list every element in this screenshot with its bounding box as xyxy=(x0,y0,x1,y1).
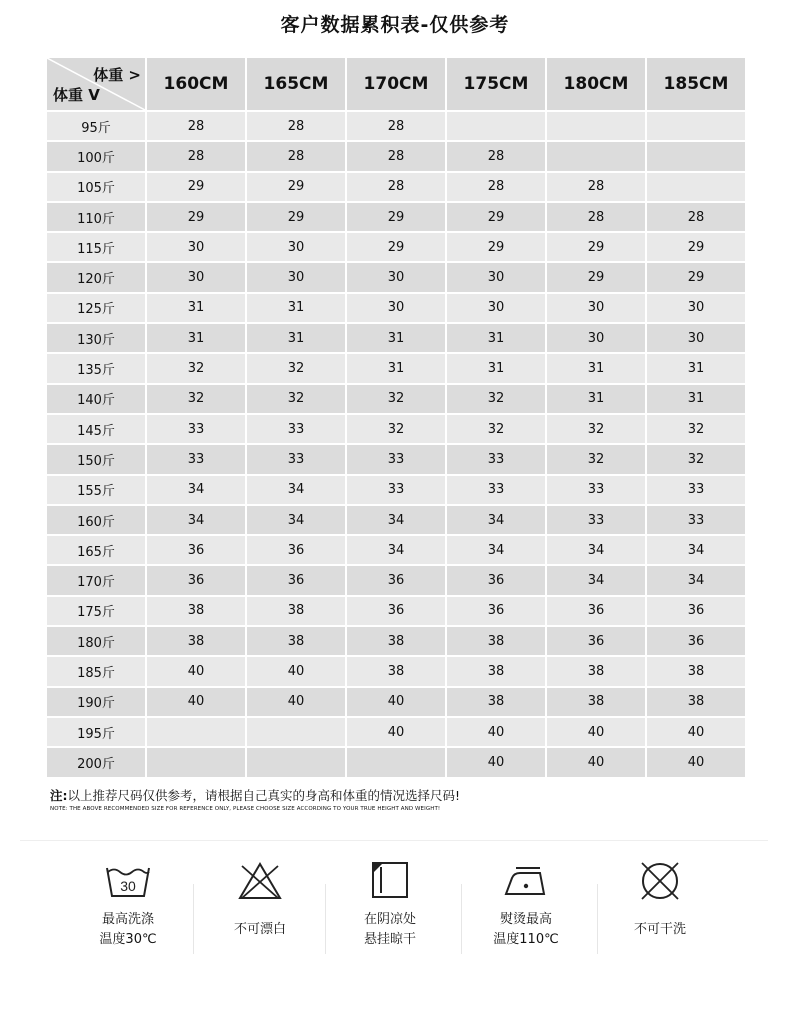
size-cell: 34 xyxy=(247,476,345,504)
weight-label: 115斤 xyxy=(47,233,145,261)
size-cell: 40 xyxy=(647,748,745,776)
weight-label: 170斤 xyxy=(47,566,145,594)
size-cell: 33 xyxy=(147,415,245,443)
size-cell: 30 xyxy=(247,263,345,291)
size-cell: 33 xyxy=(347,476,445,504)
size-cell xyxy=(647,112,745,140)
size-table xyxy=(45,56,747,779)
care-label: 最高洗涤 温度30℃ xyxy=(99,912,157,947)
size-cell: 40 xyxy=(147,657,245,685)
table-row xyxy=(47,354,745,382)
size-cell: 30 xyxy=(147,233,245,261)
care-item-wash xyxy=(63,860,193,950)
table-row xyxy=(47,263,745,291)
size-cell: 40 xyxy=(447,748,545,776)
weight-label: 150斤 xyxy=(47,445,145,473)
line-dry-shade-icon xyxy=(366,860,414,902)
size-cell: 28 xyxy=(247,142,345,170)
care-item-dry xyxy=(325,860,455,950)
size-cell: 29 xyxy=(347,203,445,231)
size-cell: 32 xyxy=(347,415,445,443)
table-row xyxy=(47,566,745,594)
size-cell: 40 xyxy=(247,688,345,716)
note-text: 以上推荐尺码仅供参考，请根据自己真实的身高和体重的情况选择尺码! xyxy=(67,788,461,803)
page-title: 客户数据累积表-仅供参考 xyxy=(280,14,510,36)
size-cell xyxy=(247,748,345,776)
size-cell: 29 xyxy=(447,233,545,261)
size-cell: 29 xyxy=(147,173,245,201)
height-header: 185CM xyxy=(647,58,745,110)
size-cell: 32 xyxy=(647,445,745,473)
size-cell: 40 xyxy=(447,718,545,746)
size-cell: 33 xyxy=(447,445,545,473)
size-cell: 36 xyxy=(547,627,645,655)
size-cell xyxy=(647,173,745,201)
size-cell: 32 xyxy=(447,415,545,443)
size-cell: 38 xyxy=(647,688,745,716)
size-cell: 33 xyxy=(647,476,745,504)
size-cell: 28 xyxy=(447,142,545,170)
height-header: 170CM xyxy=(347,58,445,110)
weight-label: 145斤 xyxy=(47,415,145,443)
size-cell: 36 xyxy=(347,597,445,625)
table-row xyxy=(47,688,745,716)
care-separator xyxy=(193,884,194,954)
table-row xyxy=(47,233,745,261)
size-cell: 40 xyxy=(547,718,645,746)
weight-label: 100斤 xyxy=(47,142,145,170)
size-cell: 28 xyxy=(447,173,545,201)
size-cell: 34 xyxy=(247,506,345,534)
iron-icon xyxy=(502,860,550,902)
size-cell: 30 xyxy=(647,324,745,352)
size-cell: 33 xyxy=(247,445,345,473)
size-cell: 36 xyxy=(247,536,345,564)
weight-label: 160斤 xyxy=(47,506,145,534)
size-cell: 40 xyxy=(647,718,745,746)
corner-bottom-label: 体重 V xyxy=(53,86,100,104)
size-cell: 32 xyxy=(147,385,245,413)
size-cell: 40 xyxy=(347,718,445,746)
size-cell: 29 xyxy=(647,233,745,261)
size-cell: 30 xyxy=(547,294,645,322)
size-cell: 30 xyxy=(347,294,445,322)
size-cell: 29 xyxy=(547,263,645,291)
size-cell: 36 xyxy=(147,566,245,594)
size-cell: 38 xyxy=(647,657,745,685)
size-cell: 34 xyxy=(147,476,245,504)
no-dry-clean-icon xyxy=(636,860,684,902)
size-cell: 33 xyxy=(547,506,645,534)
header-row xyxy=(47,58,745,110)
care-item-bleach xyxy=(195,860,325,940)
size-cell: 28 xyxy=(147,142,245,170)
wash-30-icon xyxy=(104,860,152,902)
weight-label: 140斤 xyxy=(47,385,145,413)
weight-label: 185斤 xyxy=(47,657,145,685)
size-cell: 28 xyxy=(347,112,445,140)
weight-label: 105斤 xyxy=(47,173,145,201)
size-cell: 33 xyxy=(547,476,645,504)
table-row xyxy=(47,142,745,170)
size-cell: 33 xyxy=(447,476,545,504)
care-label: 熨烫最高 温度110℃ xyxy=(493,912,559,947)
care-label: 不可干洗 xyxy=(633,922,686,937)
size-cell: 33 xyxy=(647,506,745,534)
height-header: 175CM xyxy=(447,58,545,110)
size-cell xyxy=(247,718,345,746)
size-cell: 31 xyxy=(647,385,745,413)
size-note-english: NOTE: THE ABOVE RECOMMENDED SIZE FOR REFERENCE ONLY, PLEASE CHOOSE SIZE ACCORDING TO YOUR TRUE HEIGHT AND WEIGHT! xyxy=(50,806,441,812)
size-cell: 36 xyxy=(647,597,745,625)
size-cell: 34 xyxy=(547,566,645,594)
size-cell: 31 xyxy=(247,324,345,352)
size-cell: 32 xyxy=(547,415,645,443)
size-cell: 32 xyxy=(347,385,445,413)
size-cell xyxy=(347,748,445,776)
size-cell: 34 xyxy=(347,506,445,534)
weight-label: 175斤 xyxy=(47,597,145,625)
size-cell: 28 xyxy=(347,173,445,201)
size-cell: 28 xyxy=(347,142,445,170)
size-cell: 40 xyxy=(147,688,245,716)
size-cell: 30 xyxy=(347,263,445,291)
size-cell xyxy=(547,112,645,140)
weight-label: 200斤 xyxy=(47,748,145,776)
size-note xyxy=(50,786,460,804)
corner-header xyxy=(47,58,145,110)
size-cell: 28 xyxy=(547,203,645,231)
size-cell: 34 xyxy=(347,536,445,564)
size-cell: 40 xyxy=(347,688,445,716)
size-cell: 34 xyxy=(547,536,645,564)
table-row xyxy=(47,506,745,534)
weight-label: 110斤 xyxy=(47,203,145,231)
size-cell: 36 xyxy=(447,566,545,594)
size-cell: 28 xyxy=(547,173,645,201)
size-cell: 31 xyxy=(447,354,545,382)
size-cell: 34 xyxy=(447,536,545,564)
care-label: 不可漂白 xyxy=(233,922,286,937)
size-cell: 32 xyxy=(247,385,345,413)
size-cell: 30 xyxy=(447,263,545,291)
table-row xyxy=(47,385,745,413)
size-cell: 32 xyxy=(247,354,345,382)
size-cell xyxy=(647,142,745,170)
size-cell xyxy=(147,748,245,776)
weight-label: 165斤 xyxy=(47,536,145,564)
size-cell: 40 xyxy=(247,657,345,685)
wash-temp-text: 30 xyxy=(120,878,136,894)
size-cell: 38 xyxy=(347,627,445,655)
weight-label: 95斤 xyxy=(47,112,145,140)
size-cell: 31 xyxy=(347,324,445,352)
table-row xyxy=(47,476,745,504)
size-cell: 30 xyxy=(147,263,245,291)
care-item-dryclean xyxy=(595,860,725,940)
size-cell: 38 xyxy=(547,688,645,716)
weight-label: 135斤 xyxy=(47,354,145,382)
no-bleach-icon xyxy=(236,860,284,902)
table-row xyxy=(47,324,745,352)
size-cell: 36 xyxy=(647,627,745,655)
size-cell: 31 xyxy=(447,324,545,352)
table-row xyxy=(47,748,745,776)
size-cell: 30 xyxy=(447,294,545,322)
size-cell: 32 xyxy=(647,415,745,443)
size-cell: 31 xyxy=(547,354,645,382)
size-cell: 29 xyxy=(247,203,345,231)
table-row xyxy=(47,112,745,140)
weight-label: 130斤 xyxy=(47,324,145,352)
size-cell: 38 xyxy=(147,597,245,625)
size-cell: 38 xyxy=(247,597,345,625)
table-row xyxy=(47,445,745,473)
weight-label: 190斤 xyxy=(47,688,145,716)
size-cell: 32 xyxy=(447,385,545,413)
size-cell: 32 xyxy=(547,445,645,473)
size-cell: 29 xyxy=(347,233,445,261)
table-row xyxy=(47,173,745,201)
table-row xyxy=(47,718,745,746)
size-cell: 30 xyxy=(247,233,345,261)
weight-label: 195斤 xyxy=(47,718,145,746)
weight-label: 180斤 xyxy=(47,627,145,655)
size-cell: 30 xyxy=(647,294,745,322)
size-cell xyxy=(147,718,245,746)
size-cell: 30 xyxy=(547,324,645,352)
size-cell: 33 xyxy=(247,415,345,443)
size-cell: 38 xyxy=(447,657,545,685)
size-cell: 34 xyxy=(447,506,545,534)
size-cell: 28 xyxy=(247,112,345,140)
size-cell: 33 xyxy=(147,445,245,473)
size-cell: 29 xyxy=(547,233,645,261)
size-cell: 36 xyxy=(147,536,245,564)
size-cell: 34 xyxy=(147,506,245,534)
care-label: 在阴凉处 悬挂晾干 xyxy=(363,912,416,947)
table-row xyxy=(47,536,745,564)
table-row xyxy=(47,597,745,625)
height-header: 180CM xyxy=(547,58,645,110)
size-cell: 40 xyxy=(547,748,645,776)
size-cell: 29 xyxy=(647,263,745,291)
table-row xyxy=(47,657,745,685)
size-cell: 36 xyxy=(247,566,345,594)
size-cell: 31 xyxy=(247,294,345,322)
size-cell: 29 xyxy=(147,203,245,231)
size-cell: 31 xyxy=(647,354,745,382)
size-cell: 38 xyxy=(447,627,545,655)
size-cell: 28 xyxy=(147,112,245,140)
size-cell: 28 xyxy=(647,203,745,231)
size-cell: 34 xyxy=(647,536,745,564)
size-cell: 29 xyxy=(447,203,545,231)
size-cell: 32 xyxy=(147,354,245,382)
size-cell: 36 xyxy=(447,597,545,625)
table-row xyxy=(47,294,745,322)
care-item-iron xyxy=(461,860,591,950)
size-cell: 38 xyxy=(147,627,245,655)
section-divider xyxy=(20,840,768,841)
size-cell: 31 xyxy=(147,294,245,322)
size-cell xyxy=(547,142,645,170)
size-cell: 38 xyxy=(247,627,345,655)
size-cell: 31 xyxy=(547,385,645,413)
note-prefix: 注: xyxy=(50,788,68,803)
size-cell: 34 xyxy=(647,566,745,594)
size-cell: 38 xyxy=(347,657,445,685)
size-cell: 31 xyxy=(347,354,445,382)
size-cell: 29 xyxy=(247,173,345,201)
size-cell: 36 xyxy=(347,566,445,594)
size-cell: 38 xyxy=(547,657,645,685)
corner-top-label: 体重 > xyxy=(93,66,141,84)
size-cell xyxy=(447,112,545,140)
table-row xyxy=(47,415,745,443)
size-cell: 36 xyxy=(547,597,645,625)
weight-label: 125斤 xyxy=(47,294,145,322)
height-header: 165CM xyxy=(247,58,345,110)
size-cell: 33 xyxy=(347,445,445,473)
weight-label: 155斤 xyxy=(47,476,145,504)
weight-label: 120斤 xyxy=(47,263,145,291)
size-cell: 38 xyxy=(447,688,545,716)
height-header: 160CM xyxy=(147,58,245,110)
table-row xyxy=(47,203,745,231)
size-cell: 31 xyxy=(147,324,245,352)
table-row xyxy=(47,627,745,655)
